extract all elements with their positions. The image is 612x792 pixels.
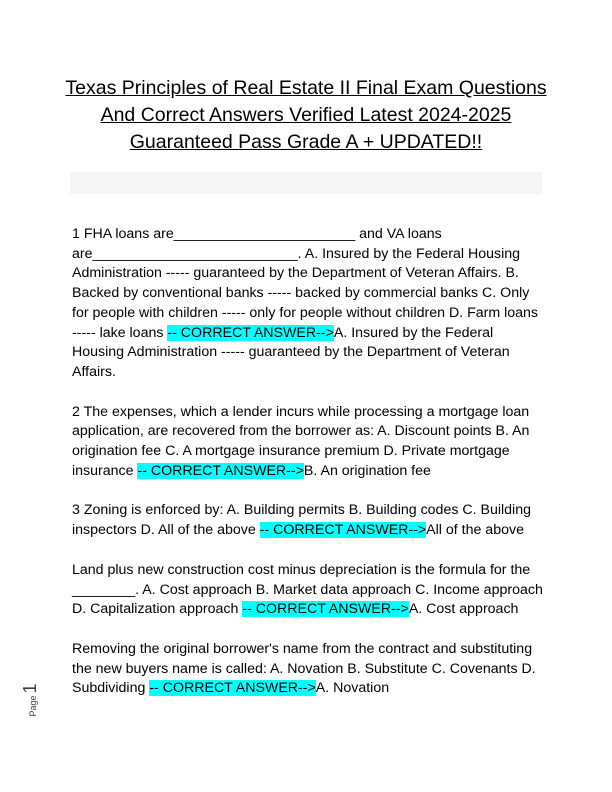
question-item xyxy=(72,501,546,540)
header-band xyxy=(70,172,542,194)
question-text: 1 FHA loans are_______________________ and VA loans are__________________________. A. Insured by the Federal Housing Administration ----- guaranteed by the Department of Veteran Affairs. B. Backed by conventional banks ----- backed by commercial banks C. Only for people with children ----- only for people without children D. Farm loans ----- lake loans xyxy=(72,226,539,341)
question-list xyxy=(72,225,546,719)
question-item xyxy=(72,225,546,383)
correct-answer-marker: -- CORRECT ANSWER--> xyxy=(242,601,409,618)
question-item xyxy=(72,403,546,482)
question-item xyxy=(72,640,546,699)
correct-answer-marker: -- CORRECT ANSWER--> xyxy=(167,324,334,341)
question-text: 2 The expenses, which a lender incurs while processing a mortgage loan application, are recovered from the borrower as: A. Discount points B. An origination fee C. A mortgage insurance premium D. Private mortgage insurance xyxy=(72,403,530,479)
correct-answer-marker: -- CORRECT ANSWER--> xyxy=(259,522,427,539)
answer-text: A. Insured by the Federal Housing Administration ----- guaranteed by the Department of Veteran Affairs. xyxy=(72,324,510,380)
page-word: Page xyxy=(28,695,38,717)
page-number-label xyxy=(20,683,56,717)
question-item xyxy=(72,561,546,620)
question-text: 3 Zoning is enforced by: A. Building permits B. Building codes C. Building inspectors D. All of the above xyxy=(72,502,531,539)
answer-text: All of the above xyxy=(426,522,524,539)
page-number: 1 xyxy=(20,683,40,694)
question-text: Land plus new construction cost minus depreciation is the formula for the ________. A. Cost approach B. Market data approach C. Income approach D. Capitalization approach xyxy=(72,561,543,618)
correct-answer-marker: -- CORRECT ANSWER--> xyxy=(137,462,304,479)
document-title: Texas Principles of Real Estate II Final Exam Questions And Correct Answers Verified Latest 2024-2025 Guaranteed Pass Grade A + UPDATED!! xyxy=(65,77,547,153)
correct-answer-marker: -- CORRECT ANSWER--> xyxy=(149,680,316,697)
question-text: Removing the original borrower's name from the contract and substituting the new buyers name is called: A. Novation B. Substitute C. Covenants D. Subdividing xyxy=(72,640,536,697)
answer-text: A. Novation xyxy=(315,680,390,697)
answer-text: A. Cost approach xyxy=(408,601,519,618)
answer-text: B. An origination fee xyxy=(303,462,431,479)
